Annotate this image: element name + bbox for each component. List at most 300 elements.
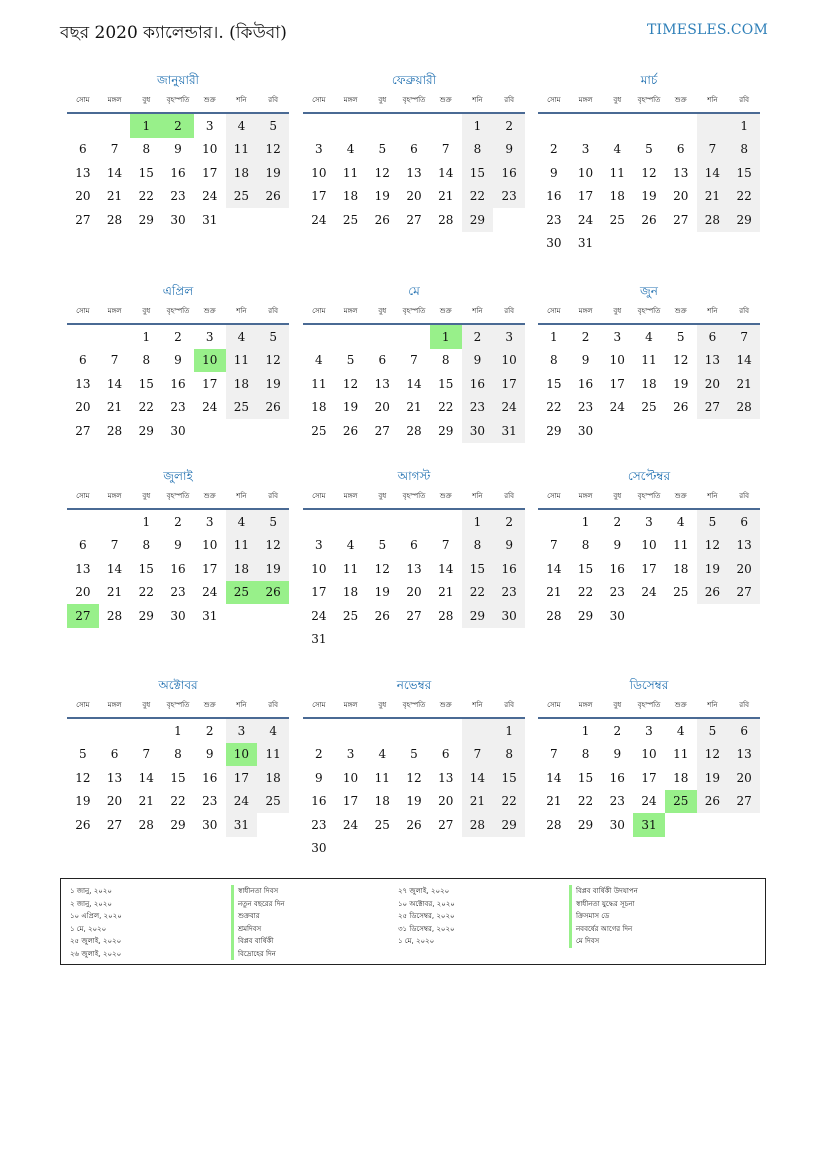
day-cell[interactable]: 21 bbox=[546, 585, 562, 600]
day-cell[interactable]: 26 bbox=[697, 581, 729, 605]
day-cell[interactable]: 14 bbox=[406, 376, 422, 391]
day-cell[interactable]: 19 bbox=[342, 400, 359, 415]
day-cell[interactable]: 31 bbox=[202, 212, 218, 227]
day-cell[interactable]: 5 bbox=[79, 747, 87, 762]
day-cell[interactable]: 30 bbox=[311, 841, 327, 856]
day-cell[interactable]: 24 bbox=[577, 212, 594, 227]
holiday-day-cell[interactable]: 25 bbox=[665, 790, 697, 814]
day-cell[interactable]: 4 bbox=[645, 329, 653, 344]
day-cell[interactable]: 29 bbox=[577, 817, 594, 832]
day-cell[interactable]: 10 bbox=[641, 538, 657, 553]
day-cell[interactable]: 19 bbox=[257, 161, 289, 185]
day-cell[interactable]: 16 bbox=[546, 189, 562, 204]
day-cell[interactable]: 28 bbox=[728, 396, 760, 420]
day-cell[interactable]: 9 bbox=[315, 770, 323, 785]
day-cell[interactable]: 11 bbox=[226, 138, 258, 162]
day-cell[interactable]: 25 bbox=[257, 790, 289, 814]
day-cell[interactable]: 4 bbox=[257, 719, 289, 743]
day-cell[interactable]: 13 bbox=[75, 165, 91, 180]
day-cell[interactable]: 4 bbox=[613, 142, 622, 157]
day-cell[interactable]: 2 bbox=[205, 723, 214, 738]
day-cell[interactable]: 10 bbox=[609, 353, 625, 368]
day-cell[interactable]: 11 bbox=[673, 747, 689, 762]
day-cell[interactable]: 31 bbox=[577, 236, 594, 251]
day-cell[interactable]: 5 bbox=[257, 325, 289, 349]
day-cell[interactable]: 9 bbox=[174, 142, 182, 157]
day-cell[interactable]: 24 bbox=[311, 212, 327, 227]
day-cell[interactable]: 21 bbox=[106, 585, 123, 600]
day-cell[interactable]: 17 bbox=[641, 561, 657, 576]
day-cell[interactable]: 23 bbox=[170, 189, 186, 204]
day-cell[interactable]: 8 bbox=[174, 747, 182, 762]
day-cell[interactable]: 4 bbox=[226, 114, 258, 138]
day-cell[interactable]: 16 bbox=[170, 376, 186, 391]
day-cell[interactable]: 30 bbox=[609, 608, 625, 623]
day-cell[interactable]: 11 bbox=[609, 165, 625, 180]
day-cell[interactable]: 18 bbox=[342, 189, 359, 204]
day-cell[interactable]: 13 bbox=[728, 534, 760, 558]
day-cell[interactable]: 11 bbox=[226, 349, 258, 373]
day-cell[interactable]: 19 bbox=[673, 376, 689, 391]
day-cell[interactable]: 20 bbox=[728, 766, 760, 790]
day-cell[interactable]: 16 bbox=[493, 557, 525, 581]
holiday-day-cell[interactable]: 31 bbox=[633, 813, 665, 837]
day-cell[interactable]: 12 bbox=[257, 534, 289, 558]
day-cell[interactable]: 8 bbox=[142, 142, 151, 157]
day-cell[interactable]: 12 bbox=[697, 743, 729, 767]
day-cell[interactable]: 2 bbox=[493, 114, 525, 138]
day-cell[interactable]: 2 bbox=[315, 747, 323, 762]
day-cell[interactable]: 2 bbox=[174, 514, 182, 529]
day-cell[interactable]: 22 bbox=[493, 790, 525, 814]
day-cell[interactable]: 9 bbox=[581, 353, 590, 368]
day-cell[interactable]: 16 bbox=[170, 561, 186, 576]
day-cell[interactable]: 31 bbox=[311, 632, 327, 647]
holiday-day-cell[interactable]: 1 bbox=[430, 325, 462, 349]
day-cell[interactable]: 28 bbox=[106, 423, 123, 438]
day-cell[interactable]: 28 bbox=[106, 212, 123, 227]
day-cell[interactable]: 27 bbox=[406, 212, 422, 227]
day-cell[interactable]: 12 bbox=[374, 561, 390, 576]
day-cell[interactable]: 5 bbox=[697, 510, 729, 534]
day-cell[interactable]: 28 bbox=[106, 608, 123, 623]
day-cell[interactable]: 25 bbox=[226, 185, 258, 209]
day-cell[interactable]: 12 bbox=[673, 353, 689, 368]
day-cell[interactable]: 11 bbox=[257, 743, 289, 767]
day-cell[interactable]: 4 bbox=[226, 510, 258, 534]
day-cell[interactable]: 3 bbox=[315, 142, 323, 157]
day-cell[interactable]: 27 bbox=[728, 790, 760, 814]
day-cell[interactable]: 5 bbox=[645, 142, 653, 157]
day-cell[interactable]: 10 bbox=[342, 770, 359, 785]
day-cell[interactable]: 15 bbox=[138, 376, 154, 391]
day-cell[interactable]: 6 bbox=[410, 538, 418, 553]
day-cell[interactable]: 18 bbox=[641, 376, 657, 391]
day-cell[interactable]: 9 bbox=[205, 747, 214, 762]
day-cell[interactable]: 25 bbox=[311, 423, 327, 438]
day-cell[interactable]: 5 bbox=[257, 510, 289, 534]
day-cell[interactable]: 19 bbox=[374, 585, 390, 600]
day-cell[interactable]: 19 bbox=[257, 557, 289, 581]
day-cell[interactable]: 26 bbox=[641, 212, 657, 227]
day-cell[interactable]: 8 bbox=[728, 138, 760, 162]
day-cell[interactable]: 2 bbox=[462, 325, 494, 349]
day-cell[interactable]: 24 bbox=[202, 189, 218, 204]
day-cell[interactable]: 29 bbox=[438, 423, 454, 438]
day-cell[interactable]: 5 bbox=[257, 114, 289, 138]
day-cell[interactable]: 7 bbox=[550, 747, 558, 762]
day-cell[interactable]: 4 bbox=[676, 514, 685, 529]
day-cell[interactable]: 31 bbox=[226, 813, 258, 837]
day-cell[interactable]: 21 bbox=[438, 585, 454, 600]
day-cell[interactable]: 25 bbox=[226, 396, 258, 420]
day-cell[interactable]: 15 bbox=[438, 376, 454, 391]
day-cell[interactable]: 26 bbox=[75, 817, 91, 832]
day-cell[interactable]: 21 bbox=[546, 794, 562, 809]
day-cell[interactable]: 23 bbox=[577, 400, 594, 415]
day-cell[interactable]: 21 bbox=[106, 400, 123, 415]
day-cell[interactable]: 23 bbox=[170, 400, 186, 415]
day-cell[interactable]: 14 bbox=[697, 161, 729, 185]
holiday-day-cell[interactable]: 26 bbox=[257, 581, 289, 605]
day-cell[interactable]: 17 bbox=[342, 794, 359, 809]
day-cell[interactable]: 18 bbox=[257, 766, 289, 790]
day-cell[interactable]: 22 bbox=[462, 185, 494, 209]
day-cell[interactable]: 23 bbox=[493, 185, 525, 209]
day-cell[interactable]: 22 bbox=[138, 400, 154, 415]
day-cell[interactable]: 3 bbox=[226, 719, 258, 743]
day-cell[interactable]: 22 bbox=[546, 400, 562, 415]
day-cell[interactable]: 13 bbox=[728, 743, 760, 767]
day-cell[interactable]: 8 bbox=[581, 538, 590, 553]
day-cell[interactable]: 30 bbox=[493, 604, 525, 628]
holiday-day-cell[interactable]: 1 bbox=[130, 114, 162, 138]
day-cell[interactable]: 20 bbox=[75, 400, 91, 415]
day-cell[interactable]: 6 bbox=[728, 719, 760, 743]
day-cell[interactable]: 8 bbox=[462, 138, 494, 162]
day-cell[interactable]: 5 bbox=[378, 538, 387, 553]
day-cell[interactable]: 14 bbox=[546, 770, 562, 785]
day-cell[interactable]: 27 bbox=[673, 212, 689, 227]
day-cell[interactable]: 11 bbox=[641, 353, 657, 368]
day-cell[interactable]: 20 bbox=[438, 794, 454, 809]
day-cell[interactable]: 12 bbox=[257, 349, 289, 373]
day-cell[interactable]: 2 bbox=[550, 142, 558, 157]
day-cell[interactable]: 17 bbox=[311, 189, 327, 204]
day-cell[interactable]: 2 bbox=[581, 329, 590, 344]
day-cell[interactable]: 27 bbox=[374, 423, 390, 438]
day-cell[interactable]: 1 bbox=[142, 329, 151, 344]
day-cell[interactable]: 6 bbox=[697, 325, 729, 349]
day-cell[interactable]: 12 bbox=[257, 138, 289, 162]
day-cell[interactable]: 21 bbox=[728, 372, 760, 396]
day-cell[interactable]: 25 bbox=[673, 585, 689, 600]
day-cell[interactable]: 24 bbox=[202, 585, 218, 600]
day-cell[interactable]: 26 bbox=[257, 185, 289, 209]
day-cell[interactable]: 21 bbox=[462, 790, 494, 814]
day-cell[interactable]: 22 bbox=[577, 585, 594, 600]
day-cell[interactable]: 24 bbox=[609, 400, 625, 415]
day-cell[interactable]: 30 bbox=[609, 817, 625, 832]
day-cell[interactable]: 26 bbox=[374, 608, 390, 623]
day-cell[interactable]: 6 bbox=[728, 510, 760, 534]
day-cell[interactable]: 26 bbox=[257, 396, 289, 420]
day-cell[interactable]: 20 bbox=[673, 189, 689, 204]
day-cell[interactable]: 9 bbox=[493, 534, 525, 558]
day-cell[interactable]: 30 bbox=[170, 608, 186, 623]
day-cell[interactable]: 29 bbox=[462, 604, 494, 628]
day-cell[interactable]: 18 bbox=[673, 561, 689, 576]
day-cell[interactable]: 3 bbox=[205, 329, 214, 344]
day-cell[interactable]: 18 bbox=[374, 794, 390, 809]
day-cell[interactable]: 17 bbox=[609, 376, 625, 391]
day-cell[interactable]: 10 bbox=[311, 165, 327, 180]
day-cell[interactable]: 13 bbox=[75, 561, 91, 576]
day-cell[interactable]: 16 bbox=[609, 770, 625, 785]
day-cell[interactable]: 16 bbox=[170, 165, 186, 180]
day-cell[interactable]: 27 bbox=[106, 817, 123, 832]
day-cell[interactable]: 18 bbox=[226, 161, 258, 185]
day-cell[interactable]: 16 bbox=[577, 376, 594, 391]
day-cell[interactable]: 23 bbox=[609, 794, 625, 809]
day-cell[interactable]: 3 bbox=[581, 142, 590, 157]
day-cell[interactable]: 30 bbox=[577, 423, 594, 438]
day-cell[interactable]: 22 bbox=[462, 581, 494, 605]
day-cell[interactable]: 11 bbox=[311, 376, 327, 391]
day-cell[interactable]: 27 bbox=[697, 396, 729, 420]
day-cell[interactable]: 25 bbox=[609, 212, 625, 227]
day-cell[interactable]: 20 bbox=[75, 189, 91, 204]
day-cell[interactable]: 26 bbox=[342, 423, 359, 438]
day-cell[interactable]: 4 bbox=[676, 723, 685, 738]
day-cell[interactable]: 13 bbox=[438, 770, 454, 785]
day-cell[interactable]: 10 bbox=[577, 165, 594, 180]
day-cell[interactable]: 19 bbox=[257, 372, 289, 396]
day-cell[interactable]: 2 bbox=[613, 723, 622, 738]
day-cell[interactable]: 9 bbox=[613, 538, 622, 553]
day-cell[interactable]: 6 bbox=[676, 142, 685, 157]
day-cell[interactable]: 18 bbox=[342, 585, 359, 600]
day-cell[interactable]: 24 bbox=[641, 794, 657, 809]
day-cell[interactable]: 15 bbox=[546, 376, 562, 391]
holiday-day-cell[interactable]: 25 bbox=[226, 581, 258, 605]
day-cell[interactable]: 22 bbox=[438, 400, 454, 415]
day-cell[interactable]: 20 bbox=[406, 585, 422, 600]
day-cell[interactable]: 22 bbox=[138, 585, 154, 600]
day-cell[interactable]: 5 bbox=[697, 719, 729, 743]
day-cell[interactable]: 16 bbox=[609, 561, 625, 576]
day-cell[interactable]: 23 bbox=[202, 794, 218, 809]
day-cell[interactable]: 18 bbox=[609, 189, 625, 204]
day-cell[interactable]: 11 bbox=[342, 165, 359, 180]
day-cell[interactable]: 3 bbox=[493, 325, 525, 349]
day-cell[interactable]: 12 bbox=[75, 770, 91, 785]
day-cell[interactable]: 20 bbox=[106, 794, 123, 809]
brand-logo-text[interactable]: TIMESLES.COM bbox=[647, 22, 768, 38]
day-cell[interactable]: 23 bbox=[170, 585, 186, 600]
day-cell[interactable]: 9 bbox=[613, 747, 622, 762]
day-cell[interactable]: 3 bbox=[645, 723, 653, 738]
day-cell[interactable]: 9 bbox=[174, 538, 182, 553]
day-cell[interactable]: 19 bbox=[374, 189, 390, 204]
day-cell[interactable]: 14 bbox=[728, 349, 760, 373]
day-cell[interactable]: 9 bbox=[550, 165, 558, 180]
day-cell[interactable]: 24 bbox=[342, 817, 359, 832]
holiday-day-cell[interactable]: 10 bbox=[194, 349, 226, 373]
day-cell[interactable]: 22 bbox=[138, 189, 154, 204]
day-cell[interactable]: 12 bbox=[374, 165, 390, 180]
day-cell[interactable]: 26 bbox=[406, 817, 422, 832]
day-cell[interactable]: 13 bbox=[75, 376, 91, 391]
day-cell[interactable]: 4 bbox=[315, 353, 323, 368]
day-cell[interactable]: 30 bbox=[546, 236, 562, 251]
day-cell[interactable]: 14 bbox=[106, 165, 123, 180]
day-cell[interactable]: 29 bbox=[138, 608, 154, 623]
day-cell[interactable]: 5 bbox=[410, 747, 418, 762]
day-cell[interactable]: 11 bbox=[226, 534, 258, 558]
day-cell[interactable]: 20 bbox=[697, 372, 729, 396]
day-cell[interactable]: 1 bbox=[142, 514, 151, 529]
day-cell[interactable]: 25 bbox=[374, 817, 390, 832]
day-cell[interactable]: 3 bbox=[645, 514, 653, 529]
day-cell[interactable]: 29 bbox=[546, 423, 562, 438]
day-cell[interactable]: 22 bbox=[728, 185, 760, 209]
day-cell[interactable]: 24 bbox=[493, 396, 525, 420]
day-cell[interactable]: 19 bbox=[697, 557, 729, 581]
day-cell[interactable]: 29 bbox=[138, 212, 154, 227]
day-cell[interactable]: 26 bbox=[697, 790, 729, 814]
day-cell[interactable]: 23 bbox=[311, 817, 327, 832]
day-cell[interactable]: 15 bbox=[577, 561, 594, 576]
day-cell[interactable]: 15 bbox=[577, 770, 594, 785]
day-cell[interactable]: 29 bbox=[577, 608, 594, 623]
day-cell[interactable]: 28 bbox=[546, 608, 562, 623]
day-cell[interactable]: 3 bbox=[205, 514, 214, 529]
day-cell[interactable]: 7 bbox=[462, 743, 494, 767]
day-cell[interactable]: 31 bbox=[202, 608, 218, 623]
day-cell[interactable]: 25 bbox=[641, 400, 657, 415]
day-cell[interactable]: 1 bbox=[581, 723, 590, 738]
day-cell[interactable]: 5 bbox=[676, 329, 685, 344]
day-cell[interactable]: 19 bbox=[75, 794, 91, 809]
day-cell[interactable]: 11 bbox=[342, 561, 359, 576]
holiday-day-cell[interactable]: 27 bbox=[67, 604, 99, 628]
day-cell[interactable]: 20 bbox=[374, 400, 390, 415]
day-cell[interactable]: 14 bbox=[546, 561, 562, 576]
day-cell[interactable]: 24 bbox=[226, 790, 258, 814]
day-cell[interactable]: 10 bbox=[311, 561, 327, 576]
day-cell[interactable]: 12 bbox=[641, 165, 657, 180]
day-cell[interactable]: 8 bbox=[441, 353, 450, 368]
day-cell[interactable]: 6 bbox=[79, 538, 87, 553]
day-cell[interactable]: 18 bbox=[311, 400, 327, 415]
day-cell[interactable]: 16 bbox=[311, 794, 327, 809]
day-cell[interactable]: 7 bbox=[142, 747, 151, 762]
day-cell[interactable]: 28 bbox=[438, 608, 454, 623]
day-cell[interactable]: 15 bbox=[170, 770, 186, 785]
day-cell[interactable]: 3 bbox=[613, 329, 622, 344]
day-cell[interactable]: 8 bbox=[550, 353, 558, 368]
day-cell[interactable]: 28 bbox=[406, 423, 422, 438]
day-cell[interactable]: 7 bbox=[410, 353, 418, 368]
day-cell[interactable]: 20 bbox=[406, 189, 422, 204]
day-cell[interactable]: 11 bbox=[673, 538, 689, 553]
day-cell[interactable]: 6 bbox=[110, 747, 119, 762]
day-cell[interactable]: 10 bbox=[202, 142, 218, 157]
day-cell[interactable]: 7 bbox=[550, 538, 558, 553]
day-cell[interactable]: 29 bbox=[493, 813, 525, 837]
day-cell[interactable]: 21 bbox=[406, 400, 422, 415]
day-cell[interactable]: 5 bbox=[378, 142, 387, 157]
day-cell[interactable]: 4 bbox=[346, 538, 355, 553]
day-cell[interactable]: 6 bbox=[410, 142, 418, 157]
day-cell[interactable]: 8 bbox=[462, 534, 494, 558]
day-cell[interactable]: 17 bbox=[202, 376, 218, 391]
day-cell[interactable]: 14 bbox=[106, 376, 123, 391]
day-cell[interactable]: 17 bbox=[226, 766, 258, 790]
day-cell[interactable]: 30 bbox=[202, 817, 218, 832]
day-cell[interactable]: 21 bbox=[106, 189, 123, 204]
day-cell[interactable]: 3 bbox=[315, 538, 323, 553]
day-cell[interactable]: 15 bbox=[462, 557, 494, 581]
day-cell[interactable]: 27 bbox=[728, 581, 760, 605]
day-cell[interactable]: 27 bbox=[438, 817, 454, 832]
day-cell[interactable]: 4 bbox=[378, 747, 387, 762]
day-cell[interactable]: 7 bbox=[728, 325, 760, 349]
holiday-day-cell[interactable]: 2 bbox=[162, 114, 194, 138]
day-cell[interactable]: 1 bbox=[174, 723, 182, 738]
day-cell[interactable]: 21 bbox=[138, 794, 154, 809]
day-cell[interactable]: 24 bbox=[202, 400, 218, 415]
day-cell[interactable]: 27 bbox=[75, 212, 91, 227]
day-cell[interactable]: 14 bbox=[106, 561, 123, 576]
day-cell[interactable]: 20 bbox=[728, 557, 760, 581]
day-cell[interactable]: 12 bbox=[406, 770, 422, 785]
day-cell[interactable]: 8 bbox=[142, 353, 151, 368]
day-cell[interactable]: 27 bbox=[406, 608, 422, 623]
day-cell[interactable]: 14 bbox=[138, 770, 154, 785]
day-cell[interactable]: 9 bbox=[462, 349, 494, 373]
day-cell[interactable]: 15 bbox=[138, 561, 154, 576]
day-cell[interactable]: 1 bbox=[550, 329, 558, 344]
day-cell[interactable]: 2 bbox=[613, 514, 622, 529]
day-cell[interactable]: 8 bbox=[142, 538, 151, 553]
day-cell[interactable]: 13 bbox=[406, 561, 422, 576]
day-cell[interactable]: 15 bbox=[138, 165, 154, 180]
day-cell[interactable]: 8 bbox=[493, 743, 525, 767]
day-cell[interactable]: 23 bbox=[609, 585, 625, 600]
day-cell[interactable]: 6 bbox=[378, 353, 387, 368]
day-cell[interactable]: 7 bbox=[110, 142, 119, 157]
day-cell[interactable]: 25 bbox=[342, 608, 359, 623]
day-cell[interactable]: 14 bbox=[462, 766, 494, 790]
day-cell[interactable]: 22 bbox=[170, 794, 186, 809]
day-cell[interactable]: 18 bbox=[226, 372, 258, 396]
day-cell[interactable]: 18 bbox=[673, 770, 689, 785]
day-cell[interactable]: 28 bbox=[697, 208, 729, 232]
day-cell[interactable]: 28 bbox=[138, 817, 154, 832]
day-cell[interactable]: 16 bbox=[462, 372, 494, 396]
day-cell[interactable]: 9 bbox=[493, 138, 525, 162]
day-cell[interactable]: 13 bbox=[697, 349, 729, 373]
day-cell[interactable]: 29 bbox=[728, 208, 760, 232]
day-cell[interactable]: 13 bbox=[673, 165, 689, 180]
day-cell[interactable]: 7 bbox=[110, 538, 119, 553]
day-cell[interactable]: 1 bbox=[728, 114, 760, 138]
day-cell[interactable]: 25 bbox=[342, 212, 359, 227]
day-cell[interactable]: 26 bbox=[374, 212, 390, 227]
day-cell[interactable]: 12 bbox=[342, 376, 359, 391]
